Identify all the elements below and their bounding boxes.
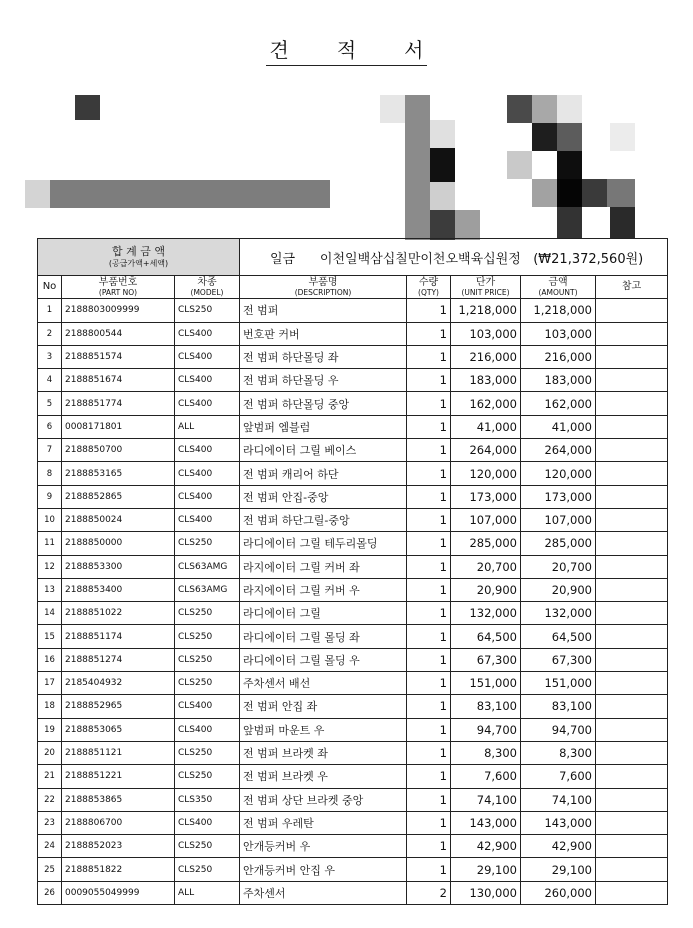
row-model: CLS400 — [175, 508, 240, 531]
row-unit-price: 29,100 — [451, 858, 521, 881]
table-row — [38, 625, 668, 648]
row-unit-price: 67,300 — [451, 648, 521, 671]
table-row — [38, 578, 668, 601]
col-header-part-no — [62, 276, 175, 299]
row-no: 13 — [38, 578, 62, 601]
row-remarks — [596, 881, 668, 904]
row-model: CLS250 — [175, 299, 240, 322]
table-row — [38, 508, 668, 531]
row-part-no: 2188851221 — [62, 765, 175, 788]
row-remarks — [596, 508, 668, 531]
row-remarks — [596, 625, 668, 648]
col-header-amount-en: (AMOUNT) — [538, 287, 578, 297]
title-char: 견 — [269, 38, 289, 62]
row-description: 라지에이터 그릴 커버 좌 — [240, 555, 407, 578]
col-header-qty — [407, 276, 451, 299]
row-part-no: 2185404932 — [62, 672, 175, 695]
row-description: 라디에이터 그릴 몰딩 우 — [240, 648, 407, 671]
row-no: 23 — [38, 811, 62, 834]
row-qty: 1 — [407, 811, 451, 834]
row-unit-price: 41,000 — [451, 415, 521, 438]
row-qty: 1 — [407, 835, 451, 858]
row-amount: 64,500 — [521, 625, 596, 648]
table-body — [38, 299, 668, 905]
row-model: CLS350 — [175, 788, 240, 811]
row-part-no: 2188853400 — [62, 578, 175, 601]
row-no: 5 — [38, 392, 62, 415]
row-description: 앞범퍼 마운트 우 — [240, 718, 407, 741]
row-part-no: 2188806700 — [62, 811, 175, 834]
row-no: 22 — [38, 788, 62, 811]
row-remarks — [596, 765, 668, 788]
col-header-no-label: No — [42, 281, 57, 293]
row-part-no: 2188853865 — [62, 788, 175, 811]
row-model: CLS400 — [175, 439, 240, 462]
table-row — [38, 741, 668, 764]
row-no: 10 — [38, 508, 62, 531]
table-row — [38, 881, 668, 904]
row-model: CLS400 — [175, 462, 240, 485]
table-row — [38, 485, 668, 508]
row-unit-price: 20,700 — [451, 555, 521, 578]
row-qty: 1 — [407, 672, 451, 695]
row-unit-price: 42,900 — [451, 835, 521, 858]
row-part-no: 0008171801 — [62, 415, 175, 438]
col-header-description-en: (DESCRIPTION) — [294, 287, 352, 297]
col-header-remarks-label: 참고 — [621, 281, 642, 293]
row-qty: 1 — [407, 578, 451, 601]
row-qty: 1 — [407, 602, 451, 625]
row-part-no: 2188851574 — [62, 345, 175, 368]
row-no: 1 — [38, 299, 62, 322]
summary-row — [38, 239, 668, 276]
row-amount: 67,300 — [521, 648, 596, 671]
row-no: 4 — [38, 369, 62, 392]
row-amount: 107,000 — [521, 508, 596, 531]
row-qty: 1 — [407, 858, 451, 881]
row-part-no: 2188852023 — [62, 835, 175, 858]
row-unit-price: 8,300 — [451, 741, 521, 764]
row-amount: 264,000 — [521, 439, 596, 462]
row-part-no: 0009055049999 — [62, 881, 175, 904]
table-row — [38, 462, 668, 485]
title-char: 적 — [336, 38, 357, 62]
row-model: CLS63AMG — [175, 578, 240, 601]
row-qty: 2 — [407, 881, 451, 904]
row-unit-price: 183,000 — [451, 369, 521, 392]
row-description: 안개등커버 안집 우 — [240, 858, 407, 881]
row-amount: 216,000 — [521, 345, 596, 368]
row-description: 전 범퍼 하단몰딩 우 — [240, 369, 407, 392]
row-part-no: 2188800544 — [62, 322, 175, 345]
row-qty: 1 — [407, 695, 451, 718]
row-model: ALL — [175, 415, 240, 438]
row-amount: 120,000 — [521, 462, 596, 485]
table-row — [38, 369, 668, 392]
row-no: 8 — [38, 462, 62, 485]
col-header-description — [240, 276, 407, 299]
row-qty: 1 — [407, 648, 451, 671]
total-amount-label — [38, 239, 240, 276]
row-model: CLS250 — [175, 625, 240, 648]
row-model: CLS250 — [175, 741, 240, 764]
row-unit-price: 132,000 — [451, 602, 521, 625]
table-row — [38, 695, 668, 718]
table-row — [38, 672, 668, 695]
row-amount: 285,000 — [521, 532, 596, 555]
table-row — [38, 765, 668, 788]
document-title — [0, 34, 693, 66]
col-header-qty-label: 수량 — [418, 277, 439, 289]
document-title-underline — [266, 34, 428, 66]
row-description: 라디에이터 그릴 — [240, 602, 407, 625]
row-remarks — [596, 532, 668, 555]
row-no: 7 — [38, 439, 62, 462]
row-description: 전 범퍼 브라켓 좌 — [240, 741, 407, 764]
row-part-no: 2188852965 — [62, 695, 175, 718]
row-part-no: 2188851121 — [62, 741, 175, 764]
row-unit-price: 103,000 — [451, 322, 521, 345]
row-model: CLS400 — [175, 485, 240, 508]
row-remarks — [596, 835, 668, 858]
estimate-table — [37, 238, 668, 905]
row-no: 24 — [38, 835, 62, 858]
col-header-model-label: 차종 — [197, 277, 217, 289]
row-amount: 41,000 — [521, 415, 596, 438]
table-row — [38, 858, 668, 881]
row-description: 전 범퍼 브라켓 우 — [240, 765, 407, 788]
row-remarks — [596, 858, 668, 881]
row-qty: 1 — [407, 322, 451, 345]
row-part-no: 2188851274 — [62, 648, 175, 671]
row-remarks — [596, 741, 668, 764]
row-no: 9 — [38, 485, 62, 508]
row-model: CLS250 — [175, 835, 240, 858]
row-part-no: 2188853300 — [62, 555, 175, 578]
row-qty: 1 — [407, 741, 451, 764]
row-remarks — [596, 485, 668, 508]
row-remarks — [596, 555, 668, 578]
row-amount: 132,000 — [521, 602, 596, 625]
row-remarks — [596, 648, 668, 671]
row-description: 전 범퍼 안집-중앙 — [240, 485, 407, 508]
row-qty: 1 — [407, 555, 451, 578]
col-header-amount — [521, 276, 596, 299]
row-qty: 1 — [407, 299, 451, 322]
row-no: 25 — [38, 858, 62, 881]
row-remarks — [596, 299, 668, 322]
row-no: 11 — [38, 532, 62, 555]
row-amount: 162,000 — [521, 392, 596, 415]
row-qty: 1 — [407, 718, 451, 741]
row-description: 번호판 커버 — [240, 322, 407, 345]
row-remarks — [596, 439, 668, 462]
row-part-no: 2188851674 — [62, 369, 175, 392]
col-header-amount-label: 금액 — [548, 277, 568, 289]
title-char: 서 — [404, 38, 424, 62]
row-description: 전 범퍼 안집 좌 — [240, 695, 407, 718]
row-model: CLS250 — [175, 602, 240, 625]
row-unit-price: 151,000 — [451, 672, 521, 695]
row-no: 3 — [38, 345, 62, 368]
col-header-part-no-label: 부품번호 — [98, 277, 138, 289]
row-no: 14 — [38, 602, 62, 625]
row-amount: 74,100 — [521, 788, 596, 811]
row-description: 앞범퍼 엠블럼 — [240, 415, 407, 438]
row-amount: 20,700 — [521, 555, 596, 578]
row-remarks — [596, 322, 668, 345]
row-no: 16 — [38, 648, 62, 671]
row-remarks — [596, 602, 668, 625]
row-remarks — [596, 369, 668, 392]
row-description: 전 범퍼 우레탄 — [240, 811, 407, 834]
col-header-qty-en: (QTY) — [418, 287, 439, 297]
row-unit-price: 83,100 — [451, 695, 521, 718]
row-description: 전 범퍼 하단그릴-중앙 — [240, 508, 407, 531]
row-amount: 83,100 — [521, 695, 596, 718]
total-amount-sublabel: (공급가액+세액) — [108, 258, 169, 268]
row-part-no: 2188851174 — [62, 625, 175, 648]
row-no: 21 — [38, 765, 62, 788]
row-part-no: 2188852865 — [62, 485, 175, 508]
row-no: 2 — [38, 322, 62, 345]
row-unit-price: 20,900 — [451, 578, 521, 601]
row-unit-price: 162,000 — [451, 392, 521, 415]
row-qty: 1 — [407, 625, 451, 648]
row-description: 전 범퍼 하단몰딩 중앙 — [240, 392, 407, 415]
row-unit-price: 285,000 — [451, 532, 521, 555]
row-amount: 103,000 — [521, 322, 596, 345]
row-description: 전 범퍼 캐리어 하단 — [240, 462, 407, 485]
row-qty: 1 — [407, 439, 451, 462]
row-unit-price: 7,600 — [451, 765, 521, 788]
row-description: 전 범퍼 — [240, 299, 407, 322]
row-amount: 1,218,000 — [521, 299, 596, 322]
table-row — [38, 532, 668, 555]
table-row — [38, 345, 668, 368]
row-qty: 1 — [407, 345, 451, 368]
row-amount: 173,000 — [521, 485, 596, 508]
col-header-unit-price-label: 단가 — [475, 277, 496, 289]
row-amount: 260,000 — [521, 881, 596, 904]
row-description: 주차센서 배선 — [240, 672, 407, 695]
col-header-unit-price-en: (UNIT PRICE) — [461, 287, 510, 297]
row-part-no: 2188851822 — [62, 858, 175, 881]
col-header-model-en: (MODEL) — [190, 287, 224, 297]
row-qty: 1 — [407, 788, 451, 811]
row-part-no: 2188850024 — [62, 508, 175, 531]
row-remarks — [596, 462, 668, 485]
table-row — [38, 602, 668, 625]
row-description: 안개등커버 우 — [240, 835, 407, 858]
row-no: 20 — [38, 741, 62, 764]
row-description: 주차센서 — [240, 881, 407, 904]
row-remarks — [596, 788, 668, 811]
row-amount: 20,900 — [521, 578, 596, 601]
row-part-no: 2188850700 — [62, 439, 175, 462]
row-no: 6 — [38, 415, 62, 438]
row-unit-price: 130,000 — [451, 881, 521, 904]
col-header-remarks — [596, 276, 668, 299]
col-header-unit-price — [451, 276, 521, 299]
row-part-no: 2188850000 — [62, 532, 175, 555]
row-amount: 143,000 — [521, 811, 596, 834]
table-row — [38, 322, 668, 345]
row-qty: 1 — [407, 462, 451, 485]
table-row — [38, 555, 668, 578]
row-part-no: 2188851774 — [62, 392, 175, 415]
row-model: CLS250 — [175, 765, 240, 788]
table-header-row — [38, 276, 668, 299]
row-no: 18 — [38, 695, 62, 718]
row-model: CLS400 — [175, 369, 240, 392]
row-amount: 29,100 — [521, 858, 596, 881]
row-model: CLS400 — [175, 811, 240, 834]
table-row — [38, 811, 668, 834]
row-description: 전 범퍼 하단몰딩 좌 — [240, 345, 407, 368]
row-model: CLS400 — [175, 345, 240, 368]
row-amount: 7,600 — [521, 765, 596, 788]
row-part-no: 2188851022 — [62, 602, 175, 625]
row-no: 26 — [38, 881, 62, 904]
row-unit-price: 64,500 — [451, 625, 521, 648]
row-remarks — [596, 811, 668, 834]
row-model: CLS400 — [175, 695, 240, 718]
row-no: 19 — [38, 718, 62, 741]
row-description: 전 범퍼 상단 브라켓 중앙 — [240, 788, 407, 811]
table-row — [38, 439, 668, 462]
row-part-no: 2188853065 — [62, 718, 175, 741]
table-row — [38, 415, 668, 438]
row-model: CLS250 — [175, 532, 240, 555]
row-qty: 1 — [407, 392, 451, 415]
row-amount: 151,000 — [521, 672, 596, 695]
col-header-description-label: 부품명 — [308, 277, 338, 289]
row-model: CLS400 — [175, 322, 240, 345]
row-description: 라지에이터 그릴 커버 우 — [240, 578, 407, 601]
table-row — [38, 718, 668, 741]
table-row — [38, 835, 668, 858]
row-description: 라디에이터 그릴 몰딩 좌 — [240, 625, 407, 648]
table-row — [38, 788, 668, 811]
row-unit-price: 143,000 — [451, 811, 521, 834]
row-model: CLS250 — [175, 672, 240, 695]
row-unit-price: 94,700 — [451, 718, 521, 741]
row-qty: 1 — [407, 415, 451, 438]
row-qty: 1 — [407, 508, 451, 531]
row-unit-price: 107,000 — [451, 508, 521, 531]
row-unit-price: 173,000 — [451, 485, 521, 508]
col-header-no — [38, 276, 62, 299]
row-remarks — [596, 392, 668, 415]
row-remarks — [596, 672, 668, 695]
row-amount: 8,300 — [521, 741, 596, 764]
table-row — [38, 392, 668, 415]
row-model: CLS250 — [175, 858, 240, 881]
row-model: CLS63AMG — [175, 555, 240, 578]
row-model: CLS400 — [175, 718, 240, 741]
total-amount-value: 일금 이천일백삼십칠만이천오백육십원정 (₩21,372,560원) — [240, 239, 668, 276]
row-model: ALL — [175, 881, 240, 904]
total-amount-title: 합 계 금 액 — [112, 245, 165, 259]
redacted-header-mosaic — [0, 90, 693, 238]
row-remarks — [596, 345, 668, 368]
row-no: 12 — [38, 555, 62, 578]
row-amount: 183,000 — [521, 369, 596, 392]
table-row — [38, 648, 668, 671]
row-model: CLS250 — [175, 648, 240, 671]
row-part-no: 2188803009999 — [62, 299, 175, 322]
row-unit-price: 120,000 — [451, 462, 521, 485]
col-header-part-no-en: (PART NO) — [98, 287, 138, 297]
row-unit-price: 1,218,000 — [451, 299, 521, 322]
row-qty: 1 — [407, 485, 451, 508]
row-qty: 1 — [407, 369, 451, 392]
row-remarks — [596, 415, 668, 438]
row-description: 라디에이터 그릴 베이스 — [240, 439, 407, 462]
row-qty: 1 — [407, 532, 451, 555]
row-description: 라디에이터 그릴 테두리몰딩 — [240, 532, 407, 555]
row-no: 15 — [38, 625, 62, 648]
col-header-model — [175, 276, 240, 299]
row-amount: 94,700 — [521, 718, 596, 741]
row-no: 17 — [38, 672, 62, 695]
row-qty: 1 — [407, 765, 451, 788]
row-part-no: 2188853165 — [62, 462, 175, 485]
row-model: CLS400 — [175, 392, 240, 415]
row-unit-price: 74,100 — [451, 788, 521, 811]
row-remarks — [596, 578, 668, 601]
row-unit-price: 216,000 — [451, 345, 521, 368]
row-remarks — [596, 718, 668, 741]
row-remarks — [596, 695, 668, 718]
table-row — [38, 299, 668, 322]
row-unit-price: 264,000 — [451, 439, 521, 462]
row-amount: 42,900 — [521, 835, 596, 858]
